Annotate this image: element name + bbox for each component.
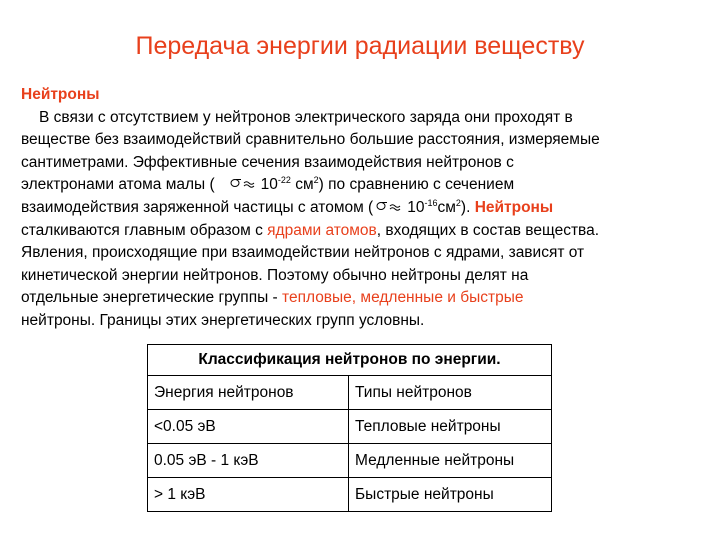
text-fragment: сталкиваются главным образом с: [21, 221, 263, 239]
table-row: [148, 478, 552, 512]
text-fragment: , входящих в состав вещества.: [376, 221, 600, 239]
text-fragment: ) по сравнению с сечением: [318, 176, 515, 194]
column-header-energy: Энергия нейтронов: [148, 376, 349, 410]
highlight-nuclei: ядрами атомов: [267, 221, 377, 239]
column-header-type: Типы нейтронов: [349, 376, 552, 410]
text-fragment: ).: [460, 198, 471, 216]
classification-table: [147, 344, 552, 512]
unit-exponent: 2: [313, 175, 319, 186]
text-line-3: сантиметрами. Эффективные сечения взаимодействия нейтронов с: [21, 153, 514, 171]
highlight-neutrons: Нейтроны: [474, 198, 554, 216]
text-fragment: электронами атома малы (: [21, 176, 215, 194]
cell-type: Медленные нейтроны: [349, 444, 552, 478]
value-number: 10: [260, 176, 278, 194]
body-text: [21, 84, 701, 333]
highlight-groups: тепловые, медленные и быстрые: [282, 289, 524, 307]
sigma-approx-icon: [375, 199, 407, 213]
table-caption-row: [148, 345, 552, 376]
text-line-7: Явления, происходящие при взаимодействии нейтронов с ядрами, зависят от: [21, 244, 585, 262]
text-line-1: В связи с отсутствием у нейтронов электрического заряда они проходят в: [39, 108, 573, 126]
value-exponent: -16: [424, 197, 438, 208]
text-line-8: кинетической энергии нейтронов. Поэтому обычно нейтроны делят на: [21, 266, 529, 284]
text-fragment: отдельные энергетические группы -: [21, 289, 278, 307]
text-line-9: [21, 287, 701, 310]
text-fragment: взаимодействия заряженной частицы с атомом (: [21, 198, 374, 216]
cell-type: Быстрые нейтроны: [349, 478, 552, 512]
table-header-row: [148, 376, 552, 410]
unit-text: см: [295, 176, 314, 194]
text-line-6: [21, 220, 701, 243]
cell-type: Тепловые нейтроны: [349, 410, 552, 444]
value-exponent: -22: [277, 175, 291, 186]
table-row: [148, 410, 552, 444]
table-caption: Классификация нейтронов по энергии.: [148, 345, 552, 376]
unit-text: см: [437, 198, 456, 216]
table-row: [148, 444, 552, 478]
page-title: Передача энергии радиации веществу: [135, 32, 585, 60]
value-number: 10: [407, 198, 425, 216]
cell-energy: > 1 кэВ: [148, 478, 349, 512]
text-line-4: [21, 174, 701, 197]
text-line-2: веществе без взаимодействий сравнительно большие расстояния, измеряемые: [21, 131, 600, 149]
text-line-10: нейтроны. Границы этих энергетических групп условны.: [21, 311, 425, 329]
unit-exponent: 2: [455, 197, 461, 208]
sigma-approx-icon: [229, 176, 261, 190]
text-line-5: [21, 197, 701, 220]
section-heading: Нейтроны: [21, 86, 100, 103]
cell-energy: 0.05 эВ - 1 кэВ: [148, 444, 349, 478]
cell-energy: <0.05 эВ: [148, 410, 349, 444]
